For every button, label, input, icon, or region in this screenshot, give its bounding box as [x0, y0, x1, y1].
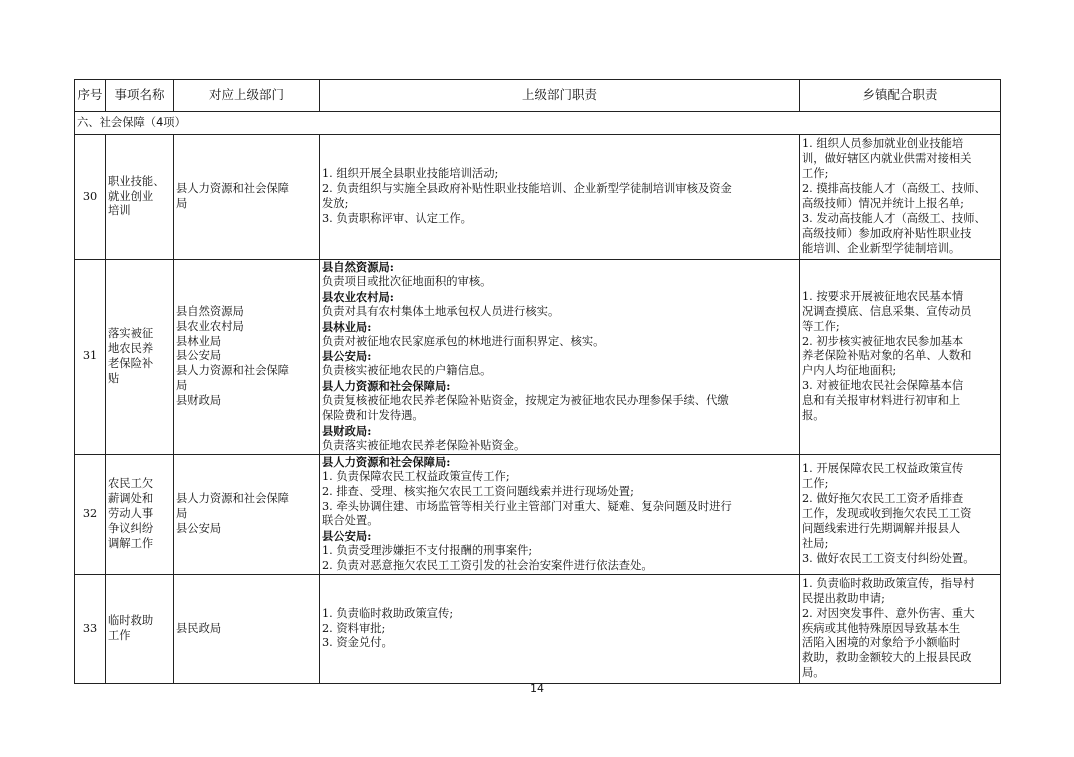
cell-line: 养老保险补贴对象的名单、人数和 [802, 349, 972, 363]
cell-line: 县人力资源和社会保障 [176, 492, 289, 506]
cell-line: 县公安局 [176, 521, 222, 535]
cell-line: 3. 资金兑付。 [322, 636, 393, 650]
cell-line: 负责对具有农村集体土地承包权人员进行核实。 [322, 304, 560, 318]
superior-dept [174, 260, 320, 455]
cell-line: 社局; [802, 536, 829, 550]
cell-line: 训，做好辖区内就业供需对接相关 [802, 152, 972, 166]
header-dept: 对应上级部门 [174, 80, 320, 112]
town-duty [800, 454, 1001, 574]
cell-line: 1. 按要求开展被征地农民基本情 [802, 289, 964, 303]
cell-line: 3. 对被征地农民社会保障基本信 [802, 379, 964, 393]
cell-line: 2. 做好拖欠农民工工资矛盾排查 [802, 492, 964, 506]
cell-line: 2. 负责对恶意拖欠农民工工资引发的社会治安案件进行依法查处。 [322, 559, 653, 573]
superior-duty [320, 260, 800, 455]
cell-line: 况调查摸底、信息采集、宣传动员 [802, 304, 972, 318]
cell-line: 职业技能、 [108, 174, 165, 188]
cell-line: 1. 组织人员参加就业创业技能培 [802, 137, 964, 151]
cell-line: 民提出救助申请; [802, 591, 885, 605]
cell-line: 2. 资料审批; [322, 621, 386, 635]
cell-line: 就业创业 [108, 189, 154, 203]
cell-line: 劳动人事 [108, 506, 154, 520]
cell-line: 负责复核被征地农民养老保险补贴资金，按规定为被征地农民办理参保手续、代缴 [322, 394, 729, 408]
item-name [106, 575, 174, 684]
cell-line: 2. 对因突发事件、意外伤害、重大 [802, 606, 975, 620]
cell-line: 局 [176, 506, 188, 520]
cell-line: 落实被征 [108, 327, 154, 341]
table-body [75, 135, 1001, 684]
superior-duty [320, 135, 800, 260]
row-number: 31 [75, 260, 106, 455]
cell-line: 工作; [802, 477, 829, 491]
table-row [75, 454, 1001, 574]
cell-line: 发放; [322, 197, 349, 210]
cell-line: 3. 负责职称评审、认定工作。 [322, 211, 472, 225]
page-number: 14 [530, 682, 544, 695]
table-row [75, 135, 1001, 260]
cell-line: 救助，救助金额较大的上报县民政 [802, 651, 972, 665]
cell-line: 2. 初步核实被征地农民参加基本 [802, 334, 964, 348]
cell-line: 1. 负责保障农民工权益政策宣传工作; [322, 469, 510, 483]
town-duty [800, 260, 1001, 455]
superior-dept [174, 454, 320, 574]
cell-line: 县人力资源和社会保障局: [322, 454, 451, 469]
section-title: 六、社会保障（4项） [75, 112, 1001, 135]
cell-line: 户内人均征地面积; [802, 364, 897, 378]
cell-line: 县民政局 [176, 621, 222, 635]
town-duty [800, 135, 1001, 260]
cell-line: 县农业农村局 [176, 319, 244, 333]
cell-line: 县自然资源局 [176, 304, 244, 318]
cell-line: 贴 [108, 371, 120, 385]
cell-line: 疾病或其他特殊原因导致基本生 [802, 621, 961, 635]
cell-line: 1. 组织开展全县职业技能培训活动; [322, 167, 499, 181]
cell-line: 活陷入困境的对象给予小额临时 [802, 636, 961, 650]
cell-line: 老保险补 [108, 356, 154, 370]
cell-line: 农民工欠 [108, 477, 154, 491]
header-no: 序号 [75, 80, 106, 112]
cell-line: 3. 发动高技能人才（高级工、技师、 [802, 211, 986, 225]
cell-line: 1. 负责临时救助政策宣传; [322, 606, 454, 620]
cell-line: 县公安局 [176, 349, 222, 363]
row-number: 33 [75, 575, 106, 684]
cell-line: 县林业局: [322, 319, 372, 334]
cell-line: 工作，发现或收到拖欠农民工工资 [802, 506, 972, 520]
superior-duty [320, 454, 800, 574]
cell-line: 3. 做好农民工工资支付纠纷处置。 [802, 551, 975, 565]
table-row [75, 260, 1001, 455]
cell-line: 息和有关报审材料进行初审和上 [802, 394, 961, 408]
cell-line: 等工作; [802, 319, 840, 333]
cell-line: 争议纠纷 [108, 521, 154, 535]
cell-line: 工作; [802, 167, 829, 181]
row-number: 32 [75, 454, 106, 574]
cell-line: 问题线索进行先期调解并报县人 [802, 521, 961, 535]
town-duty [800, 575, 1001, 684]
cell-line: 县自然资源局: [322, 260, 394, 274]
cell-line: 1. 负责受理涉嫌拒不支付报酬的刑事案件; [322, 544, 533, 558]
cell-line: 地农民养 [108, 341, 154, 355]
cell-line: 1. 负责临时救助政策宣传，指导村 [802, 576, 975, 590]
cell-line: 负责核实被征地农民的户籍信息。 [322, 364, 492, 378]
cell-line: 负责落实被征地农民养老保险补贴资金。 [322, 438, 526, 452]
cell-line: 局 [176, 197, 188, 210]
cell-line: 负责项目或批次征地面积的审核。 [322, 274, 492, 288]
cell-line: 局 [176, 379, 188, 393]
item-name [106, 260, 174, 455]
cell-line: 薪调处和 [108, 492, 154, 506]
cell-line: 县人力资源和社会保障 [176, 364, 289, 378]
cell-line: 3. 牵头协调住建、市场监管等相关行业主管部门对重大、疑难、复杂问题及时进行 [322, 499, 732, 513]
cell-line: 培训 [108, 204, 131, 218]
cell-line: 1. 开展保障农民工权益政策宣传 [802, 462, 964, 476]
cell-line: 县财政局 [176, 394, 222, 408]
cell-line: 调解工作 [108, 536, 154, 550]
item-name [106, 454, 174, 574]
cell-line: 县林业局 [176, 334, 222, 348]
cell-line: 负责对被征地农民家庭承包的林地进行面积界定、核实。 [322, 334, 605, 348]
cell-line: 县公安局: [322, 529, 372, 544]
cell-line: 县农业农村局: [322, 289, 394, 304]
cell-line: 局。 [802, 666, 825, 680]
cell-line: 高级技师）参加政府补贴性职业技 [802, 226, 972, 240]
cell-line: 高级技师）情况并统计上报名单; [802, 197, 964, 210]
header-duty: 上级部门职责 [320, 80, 800, 112]
header-row [75, 80, 1001, 112]
superior-dept [174, 135, 320, 260]
cell-line: 联合处置。 [322, 514, 379, 528]
table-row [75, 575, 1001, 684]
cell-line: 县公安局: [322, 349, 372, 364]
section-row [75, 112, 1001, 135]
item-name [106, 135, 174, 260]
cell-line: 县人力资源和社会保障局: [322, 379, 451, 394]
cell-line: 能培训、企业新型学徒制培训。 [802, 241, 961, 255]
cell-line: 2. 摸排高技能人才（高级工、技师、 [802, 182, 986, 196]
superior-duty [320, 575, 800, 684]
cell-line: 县财政局: [322, 423, 372, 438]
cell-line: 2. 排查、受理、核实拖欠农民工工资问题线索并进行现场处置; [322, 484, 634, 498]
row-number: 30 [75, 135, 106, 260]
cell-line: 工作 [108, 629, 131, 643]
cell-line: 2. 负责组织与实施全县政府补贴性职业技能培训、企业新型学徒制培训审核及资金 [322, 182, 732, 196]
cell-line: 临时救助 [108, 614, 154, 628]
superior-dept [174, 575, 320, 684]
cell-line: 报。 [802, 409, 825, 423]
header-town: 乡镇配合职责 [800, 80, 1001, 112]
duty-table [74, 79, 1001, 684]
cell-line: 县人力资源和社会保障 [176, 182, 289, 196]
header-item: 事项名称 [106, 80, 174, 112]
cell-line: 保险费和计发待遇。 [322, 409, 424, 423]
